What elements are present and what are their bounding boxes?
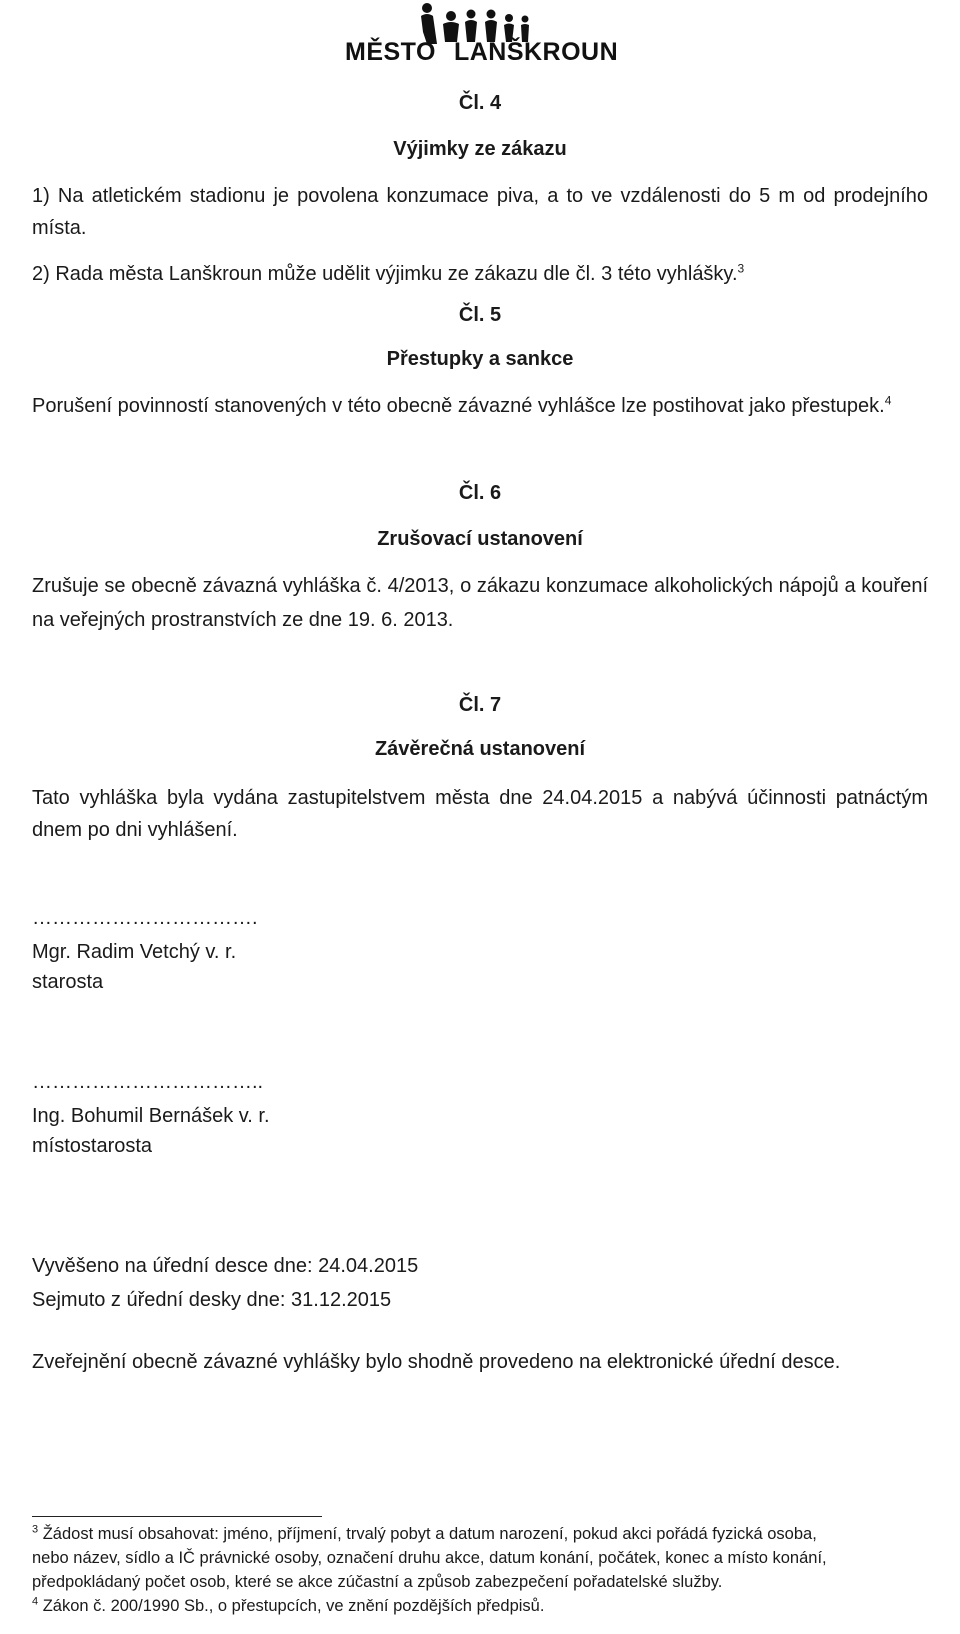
- signatory-2-role: místostarosta: [32, 1135, 153, 1157]
- footnote-3-line2: nebo název, sídlo a IČ právnické osoby, označení druhu akce, datum konání, počátek, konec a místo konání,: [32, 1549, 827, 1567]
- art4-p2-text: 2) Rada města Lanškroun může udělit výjimku ze zákazu dle čl. 3 této vyhlášky.: [32, 263, 738, 285]
- art6-p1-line2: na veřejných prostranstvích ze dne 19. 6. 2013.: [32, 609, 454, 631]
- footnote-ref-4[interactable]: 4: [884, 393, 892, 408]
- signatory-1-role: starosta: [32, 971, 104, 993]
- signature-line-1: …………………………….: [32, 907, 258, 929]
- art6-title: Zrušovací ustanovení: [377, 528, 583, 550]
- art5-p1: [32, 390, 928, 422]
- art5-heading: Čl. 5: [458, 304, 502, 326]
- posted-date: Vyvěšeno na úřední desce dne: 24.04.2015: [32, 1255, 419, 1277]
- footnote-3-number: 3: [32, 1523, 39, 1536]
- footnote-4-number: 4: [32, 1595, 39, 1608]
- art4-p2: [32, 258, 928, 290]
- logo-text-right: LANŠKROUN: [453, 38, 619, 66]
- signatory-1-name: Mgr. Radim Vetchý v. r.: [32, 941, 237, 963]
- art7-p1-line1: Tato vyhláška byla vydána zastupitelstvem města dne 24.04.2015 a nabývá účinnosti patnáctým: [32, 787, 928, 809]
- art6-heading: Čl. 6: [458, 482, 502, 504]
- footnote-3-line1: [32, 1522, 932, 1547]
- logo-text-left: MĚSTO: [345, 38, 436, 66]
- art7-title: Závěrečná ustanovení: [374, 738, 586, 760]
- art7-p1-line2: dnem po dni vyhlášení.: [32, 819, 238, 841]
- art4-p1-line2: místa.: [32, 217, 87, 239]
- footnote-3-text-1: Žádost musí obsahovat: jméno, příjmení, trvalý pobyt a datum narození, pokud akci pořádá fyzická osoba,: [42, 1525, 817, 1543]
- logo-wordmark: [345, 38, 618, 67]
- art5-title: Přestupky a sankce: [386, 348, 574, 370]
- art6-p1-line1: Zrušuje se obecně závazná vyhláška č. 4/2013, o zákazu konzumace alkoholických nápojů a kouření: [32, 575, 928, 597]
- signature-line-2: ……………………………..: [32, 1071, 264, 1093]
- city-logo: [345, 2, 619, 74]
- art4-heading: Čl. 4: [458, 92, 502, 114]
- footnote-4: [32, 1594, 932, 1619]
- removed-date: Sejmuto z úřední desky dne: 31.12.2015: [32, 1289, 392, 1311]
- signatory-2-name: Ing. Bohumil Bernášek v. r.: [32, 1105, 270, 1127]
- art4-title: Výjimky ze zákazu: [393, 138, 567, 160]
- art4-p1-line1: 1) Na atletickém stadionu je povolena konzumace piva, a to ve vzdálenosti do 5 m od prodejního: [32, 185, 928, 207]
- footnote-4-text: Zákon č. 200/1990 Sb., o přestupcích, ve znění pozdějších předpisů.: [42, 1597, 545, 1615]
- footnote-ref-3[interactable]: 3: [737, 261, 745, 276]
- art5-p1-text: Porušení povinností stanovených v této obecně závazné vyhlášce lze postihovat jako přestupek.: [32, 395, 885, 417]
- footnote-3-line3: předpokládaný počet osob, které se akce zúčastní a způsob zabezpečení pořadatelské služby.: [32, 1573, 723, 1591]
- footnote-separator: [32, 1516, 322, 1517]
- publication-note: Zveřejnění obecně závazné vyhlášky bylo shodně provedeno na elektronické úřední desce.: [32, 1351, 841, 1373]
- art7-heading: Čl. 7: [458, 694, 502, 716]
